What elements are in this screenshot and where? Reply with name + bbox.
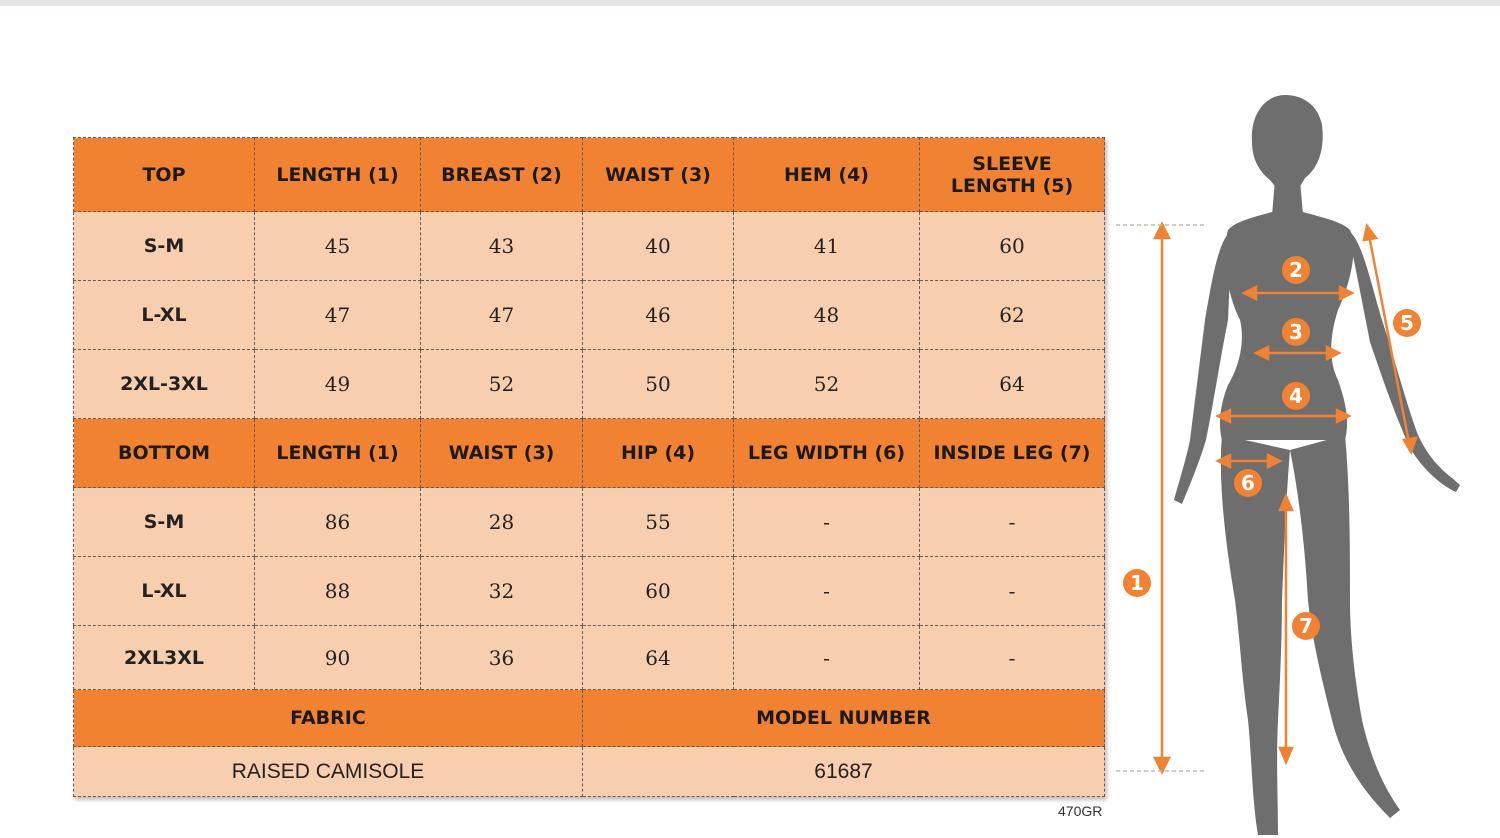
product-code: 470GR bbox=[1058, 803, 1103, 819]
table-cell: - bbox=[734, 557, 920, 626]
marker-3-icon bbox=[1282, 318, 1310, 346]
svg-text:5: 5 bbox=[1400, 311, 1414, 335]
table-cell: 50 bbox=[583, 350, 734, 419]
table-cell: 86 bbox=[255, 488, 421, 557]
size-label: S-M bbox=[74, 488, 255, 557]
table-cell: 64 bbox=[583, 626, 734, 690]
header-cell: SLEEVE LENGTH (5) bbox=[920, 138, 1105, 212]
svg-text:1: 1 bbox=[1130, 571, 1144, 595]
table-row bbox=[74, 626, 1105, 690]
table-cell: 48 bbox=[734, 281, 920, 350]
size-label: L-XL bbox=[74, 281, 255, 350]
bottom-header-row bbox=[74, 419, 1105, 488]
table-cell: 47 bbox=[421, 281, 583, 350]
info-value-row bbox=[74, 747, 1105, 797]
top-header-row bbox=[74, 138, 1105, 212]
header-cell: HIP (4) bbox=[583, 419, 734, 488]
info-header-row bbox=[74, 690, 1105, 747]
header-cell: LENGTH (1) bbox=[255, 138, 421, 212]
header-cell: INSIDE LEG (7) bbox=[920, 419, 1105, 488]
marker-5-icon bbox=[1393, 309, 1421, 337]
table-cell: - bbox=[734, 488, 920, 557]
table-cell: 62 bbox=[920, 281, 1105, 350]
table-cell: 60 bbox=[583, 557, 734, 626]
table-cell: 28 bbox=[421, 488, 583, 557]
table-cell: 40 bbox=[583, 212, 734, 281]
table-cell: 41 bbox=[734, 212, 920, 281]
table-cell: 88 bbox=[255, 557, 421, 626]
table-cell: 49 bbox=[255, 350, 421, 419]
header-cell: BREAST (2) bbox=[421, 138, 583, 212]
silhouette bbox=[1174, 95, 1460, 835]
table-cell: - bbox=[920, 626, 1105, 690]
marker-6-icon bbox=[1234, 469, 1262, 497]
table-cell: 46 bbox=[583, 281, 734, 350]
arrow-head bbox=[1155, 224, 1169, 238]
marker-2-icon bbox=[1282, 256, 1310, 284]
header-cell: LENGTH (1) bbox=[255, 419, 421, 488]
svg-text:7: 7 bbox=[1299, 614, 1313, 638]
body-measurement-figure bbox=[1100, 80, 1480, 838]
header-cell: WAIST (3) bbox=[583, 138, 734, 212]
marker-7-icon bbox=[1292, 612, 1320, 640]
marker-1-icon bbox=[1123, 569, 1151, 597]
svg-text:3: 3 bbox=[1289, 320, 1303, 344]
header-cell: LEG WIDTH (6) bbox=[734, 419, 920, 488]
table-cell: 60 bbox=[920, 212, 1105, 281]
svg-text:2: 2 bbox=[1289, 258, 1303, 282]
table-cell: 55 bbox=[583, 488, 734, 557]
size-label: 2XL3XL bbox=[74, 626, 255, 690]
header-cell: BOTTOM bbox=[74, 419, 255, 488]
table-row bbox=[74, 281, 1105, 350]
table-cell: - bbox=[734, 626, 920, 690]
table-row bbox=[74, 212, 1105, 281]
table-row bbox=[74, 488, 1105, 557]
table-cell: 52 bbox=[421, 350, 583, 419]
size-label: L-XL bbox=[74, 557, 255, 626]
marker-4-icon bbox=[1282, 382, 1310, 410]
table-cell: - bbox=[920, 488, 1105, 557]
size-label: S-M bbox=[74, 212, 255, 281]
svg-text:4: 4 bbox=[1289, 384, 1303, 408]
table-cell: 32 bbox=[421, 557, 583, 626]
size-chart-table bbox=[73, 137, 1105, 797]
svg-text:6: 6 bbox=[1241, 471, 1255, 495]
header-cell: WAIST (3) bbox=[421, 419, 583, 488]
model-number-label: MODEL NUMBER bbox=[583, 690, 1105, 747]
fabric-label: FABRIC bbox=[74, 690, 583, 747]
model-number-value: 61687 bbox=[583, 747, 1105, 797]
table-cell: - bbox=[920, 557, 1105, 626]
header-cell: TOP bbox=[74, 138, 255, 212]
header-cell: HEM (4) bbox=[734, 138, 920, 212]
table-cell: 43 bbox=[421, 212, 583, 281]
table-row bbox=[74, 350, 1105, 419]
top-border bbox=[0, 0, 1500, 6]
table-cell: 36 bbox=[421, 626, 583, 690]
size-label: 2XL-3XL bbox=[74, 350, 255, 419]
table-cell: 90 bbox=[255, 626, 421, 690]
table-row bbox=[74, 557, 1105, 626]
table-cell: 52 bbox=[734, 350, 920, 419]
table-cell: 64 bbox=[920, 350, 1105, 419]
table-cell: 47 bbox=[255, 281, 421, 350]
table-cell: 45 bbox=[255, 212, 421, 281]
arrow-head bbox=[1155, 758, 1169, 772]
fabric-value: RAISED CAMISOLE bbox=[74, 747, 583, 797]
